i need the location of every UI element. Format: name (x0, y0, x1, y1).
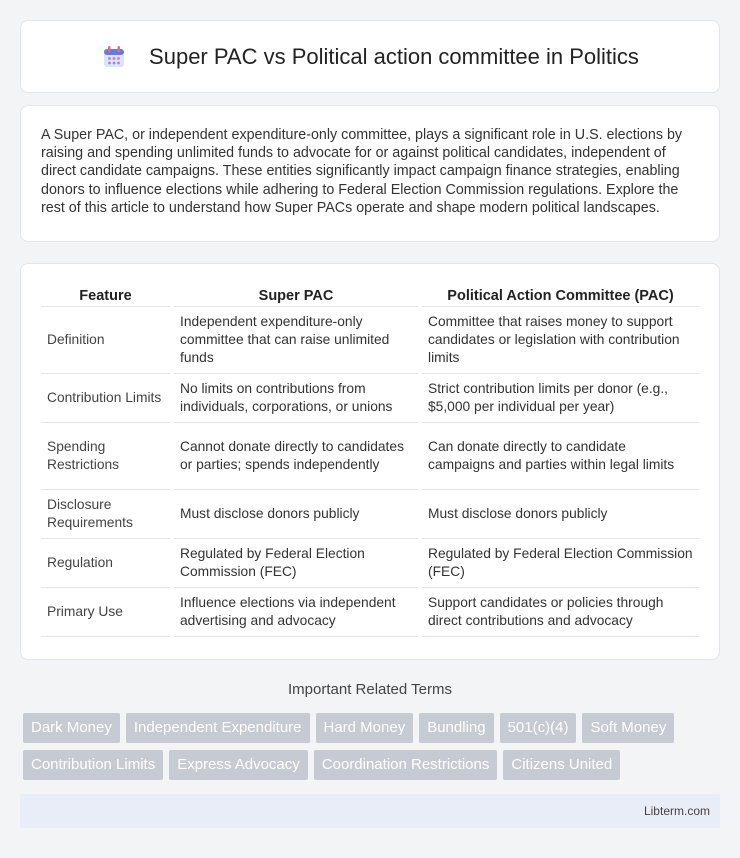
footer (20, 794, 720, 828)
row-feature: Primary Use (41, 588, 170, 637)
row-pac: Strict contribution limits per donor (e.g., $5,000 per individual per year) (422, 374, 699, 423)
row-pac: Can donate directly to candidate campaigns and parties within legal limits (422, 423, 699, 490)
row-super-pac: Regulated by Federal Election Commission (FEC) (174, 539, 418, 588)
table-row (41, 490, 699, 539)
row-super-pac: Independent expenditure-only committee that can raise unlimited funds (174, 307, 418, 374)
related-terms (23, 713, 723, 787)
tag-contribution-limits[interactable]: Contribution Limits (23, 750, 163, 780)
intro-text: A Super PAC, or independent expenditure-only committee, plays a significant role in U.S. elections by raising and spending unlimited funds to advocate for or against political candidates, independent of direct candidate campaigns. These entities significantly impact campaign finance strategies, enabling donors to influence elections while adhering to Federal Election Commission regulations. Explore the rest of this article to understand how Super PACs operate and shape modern political landscapes. (41, 127, 683, 216)
row-pac: Regulated by Federal Election Commission (FEC) (422, 539, 699, 588)
table-row (41, 423, 699, 490)
title-wrap (101, 44, 639, 70)
calendar-icon (101, 44, 127, 70)
header-card (20, 20, 720, 93)
row-super-pac: Must disclose donors publicly (174, 490, 418, 539)
page-title: Super PAC vs Political action committee in Politics (149, 43, 639, 69)
comparison-card (20, 263, 720, 660)
table-row (41, 374, 699, 423)
tag-soft-money[interactable]: Soft Money (582, 713, 674, 743)
tag-bundling[interactable]: Bundling (419, 713, 493, 743)
row-feature: Contribution Limits (41, 374, 170, 423)
comparison-table (37, 284, 703, 637)
row-super-pac: No limits on contributions from individuals, corporations, or unions (174, 374, 418, 423)
row-super-pac: Influence elections via independent advertising and advocacy (174, 588, 418, 637)
row-feature: Spending Restrictions (41, 423, 170, 490)
related-terms-title: Important Related Terms (288, 681, 452, 698)
tag-row (23, 750, 723, 780)
tag-dark-money[interactable]: Dark Money (23, 713, 120, 743)
header-super-pac: Super PAC (174, 284, 418, 307)
row-feature: Definition (41, 307, 170, 374)
row-pac: Support candidates or policies through direct contributions and advocacy (422, 588, 699, 637)
row-feature: Disclosure Requirements (41, 490, 170, 539)
tag-hard-money[interactable]: Hard Money (316, 713, 414, 743)
row-pac: Must disclose donors publicly (422, 490, 699, 539)
table-row (41, 539, 699, 588)
table-row (41, 307, 699, 374)
table-row (41, 588, 699, 637)
footer-brand[interactable]: Libterm.com (643, 804, 710, 818)
table-header-row (41, 284, 699, 307)
tag-express-advocacy[interactable]: Express Advocacy (169, 750, 308, 780)
intro-card (20, 105, 720, 242)
header-pac: Political Action Committee (PAC) (422, 284, 699, 307)
tag-row (23, 713, 723, 743)
row-feature: Regulation (41, 539, 170, 588)
tag-coordination-restrictions[interactable]: Coordination Restrictions (314, 750, 498, 780)
row-pac: Committee that raises money to support candidates or legislation with contribution limits (422, 307, 699, 374)
tag-citizens-united[interactable]: Citizens United (503, 750, 620, 780)
header-feature: Feature (41, 284, 170, 307)
tag-independent-expenditure[interactable]: Independent Expenditure (126, 713, 310, 743)
tag-501c4[interactable]: 501(c)(4) (500, 713, 577, 743)
row-super-pac: Cannot donate directly to candidates or parties; spends independently (174, 423, 418, 490)
